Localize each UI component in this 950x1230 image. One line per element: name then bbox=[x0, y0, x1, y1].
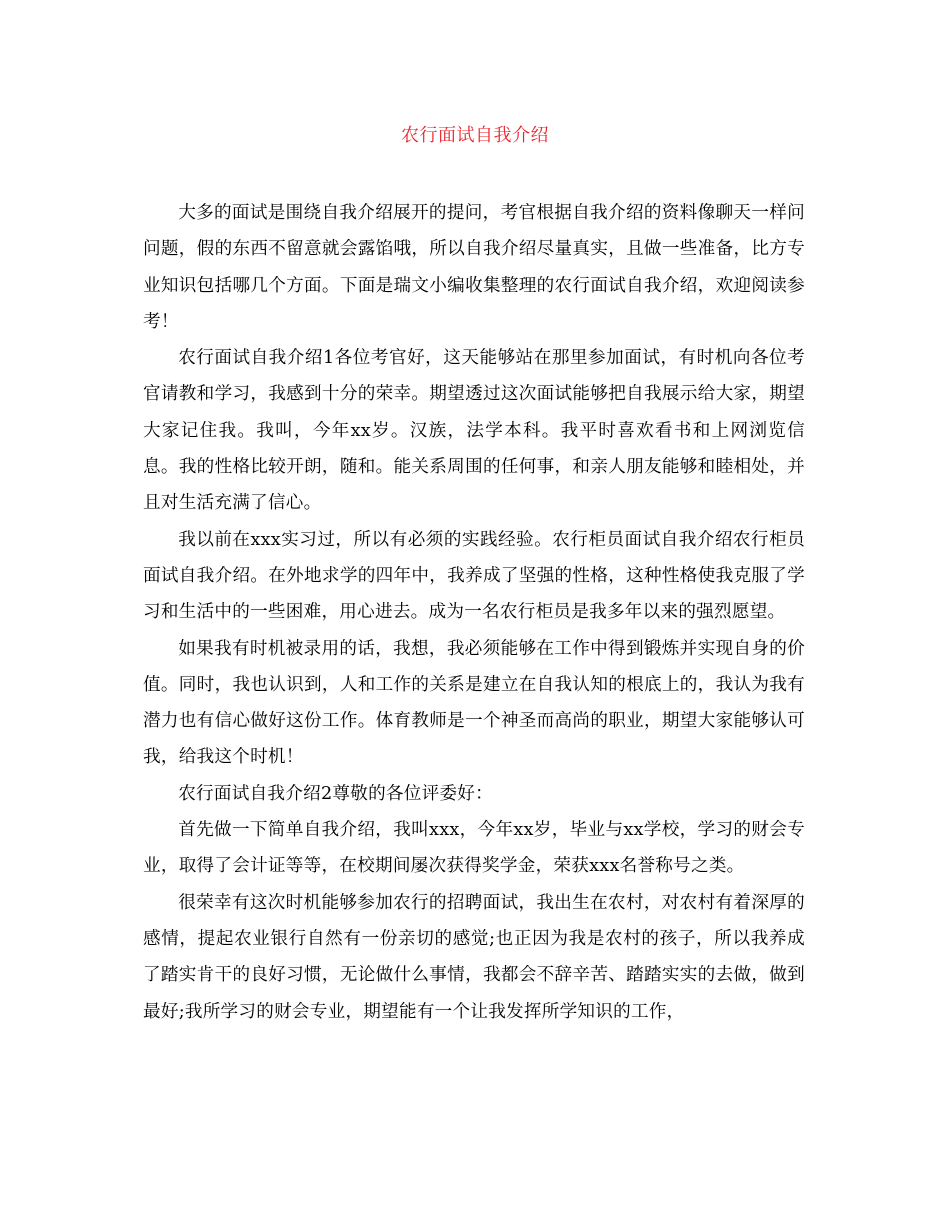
document-title: 农行面试自我介绍 bbox=[401, 125, 549, 146]
paragraph-intro-2-heading: 农行面试自我介绍2尊敬的各位评委好： bbox=[178, 783, 493, 804]
document-body bbox=[143, 195, 805, 1030]
paragraph-experience: 我以前在xxx实习过，所以有必须的实践经验。农行柜员面试自我介绍农行柜员面试自我介绍。在外地求学的四年中，我养成了坚强的性格，这种性格使我克服了学习和生活中的一些困难，用心进去。成为一名农行柜员是我多年以来的强烈愿望。 bbox=[143, 529, 805, 623]
paragraph-intro-1: 农行面试自我介绍1各位考官好，这天能够站在那里参加面试，有时机向各位考官请教和学习，我感到十分的荣幸。期望透过这次面试能够把自我展示给大家，期望大家记住我。我叫，今年xx岁。汉族，法学本科。我平时喜欢看书和上网浏览信息。我的性格比较开朗，随和。能关系周围的任何事，和亲人朋友能够和睦相处，并且对生活充满了信心。 bbox=[143, 348, 805, 514]
paragraph-value: 如果我有时机被录用的话，我想，我必须能够在工作中得到锻炼并实现自身的价值。同时，我也认识到，人和工作的关系是建立在自我认知的根底上的，我认为我有潜力也有信心做好这份工作。体育教师是一个神圣而高尚的职业，期望大家能够认可我，给我这个时机！ bbox=[143, 638, 805, 768]
paragraph-background: 很荣幸有这次时机能够参加农行的招聘面试，我出生在农村，对农村有着深厚的感情，提起农业银行自然有一份亲切的感觉;也正因为我是农村的孩子，所以我养成了踏实肯干的良好习惯，无论做什么事情，我都会不辞辛苦、踏踏实实的去做，做到最好;我所学习的财会专业，期望能有一个让我发挥所学知识的工作， bbox=[143, 892, 805, 1022]
paragraph-self-intro: 首先做一下简单自我介绍，我叫xxx，今年xx岁，毕业与xx学校，学习的财会专业，取得了会计证等等，在校期间屡次获得奖学金，荣获xxx名誉称号之类。 bbox=[143, 820, 805, 877]
paragraph-intro: 大多的面试是围绕自我介绍展开的提问，考官根据自我介绍的资料像聊天一样问问题，假的东西不留意就会露馅哦，所以自我介绍尽量真实，且做一些准备，比方专业知识包括哪几个方面。下面是瑞文小编收集整理的农行面试自我介绍，欢迎阅读参考！ bbox=[143, 203, 805, 332]
